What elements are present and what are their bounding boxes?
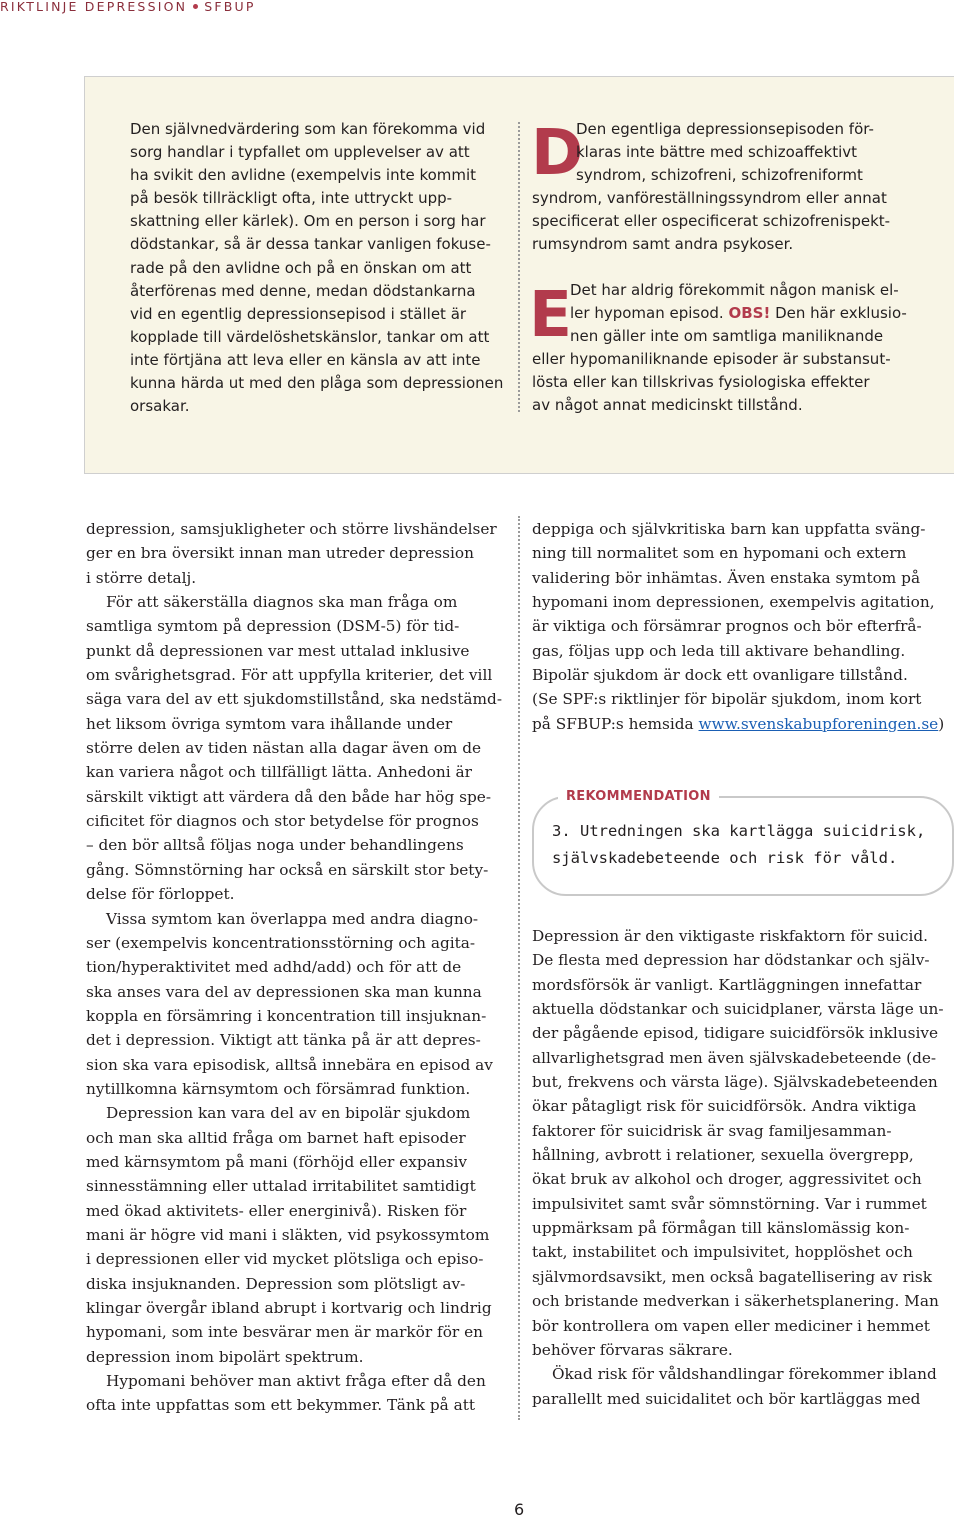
- text-line: skattning eller kärlek). Om en person i sorg har: [130, 212, 486, 231]
- text-line: klingar övergår ibland abrupt i kortvarig och lindrig: [86, 1299, 492, 1317]
- text-line: nytillkomna kärnsymtom och försämrad funktion.: [86, 1079, 471, 1098]
- text-line: samtliga symtom på depression (DSM-5) för tid-: [86, 617, 460, 636]
- text-line: gas, följas upp och leda till aktivare behandling.: [532, 641, 906, 660]
- text-line: i depressionen eller vid mycket plötsliga och episo-: [86, 1250, 484, 1269]
- criterion-d-line: klaras inte bättre med schizoaffektivt: [576, 143, 858, 162]
- text-line: är viktiga och försämrar prognos och bör efterfrå-: [532, 617, 922, 636]
- text-line: depression, samsjukligheter och större livshändelser: [86, 520, 497, 538]
- text-line: Depression kan vara del av en bipolär sjukdom: [106, 1104, 471, 1123]
- text-line: ska anses vara del av depressionen ska man kunna: [86, 982, 482, 1001]
- text-line: aktuella dödstankar och suicidplaner, värsta läge un-: [532, 1000, 944, 1019]
- criterion-d-line: rumsyndrom samt andra psykoser.: [532, 235, 794, 254]
- text-line: impulsivitet samt svår sömnstörning. Var i rummet: [532, 1194, 927, 1213]
- text-line: depression inom bipolärt spektrum.: [86, 1347, 364, 1366]
- text-line: delse för förloppet.: [86, 885, 235, 904]
- text-line: och bristande medverkan i säkerhetsplanering. Man: [532, 1292, 939, 1311]
- text-line: särskilt viktigt att värdera då den både har hög spe-: [86, 787, 492, 806]
- text-line: der pågående episod, tidigare suicidförsök inklusive: [532, 1024, 939, 1043]
- text-line: det i depression. Viktigt att tänka på är att depres-: [86, 1031, 481, 1050]
- text-line: inte förtjäna att leva eller en känsla av att inte: [130, 350, 481, 369]
- text-line: – den bör alltså följas noga under behandlingens: [86, 836, 464, 855]
- text-line: takt, instabilitet och impulsivitet, hopplöshet och: [532, 1243, 913, 1262]
- text-line: diska insjuknanden. Depression som plötsligt av-: [86, 1274, 466, 1293]
- text-line: ha svikit den avlidne (exempelvis inte kommit: [130, 166, 477, 185]
- text-line: cificitet för diagnos och stor betydelse för prognos: [86, 812, 479, 831]
- criterion-e-line: eller hypomaniliknande episoder är substansut-: [532, 350, 891, 369]
- obs-label: OBS!: [728, 304, 771, 323]
- recommendation-line: självskadebeteende och risk för våld.: [552, 849, 898, 867]
- recommendation-title: REKOMMENDATION: [558, 787, 719, 807]
- text-line: på besök tillräckligt ofta, inte uttryckt upp-: [130, 189, 453, 208]
- text-line: i större detalj.: [86, 568, 197, 587]
- text-line: Hypomani behöver man aktivt fråga efter då den: [106, 1372, 486, 1391]
- text-line: om svårighetsgrad. För att uppfylla kriterier, det vill: [86, 666, 493, 685]
- text-line: med ökad aktivitets- eller energinivå). Risken för: [86, 1201, 467, 1220]
- criterion-d-line: specificerat eller ospecificerat schizofrenispekt-: [532, 212, 891, 231]
- criterion-e-text-after: Den här exklusio-: [770, 304, 907, 323]
- text-line: Den självnedvärdering som kan förekomma vid: [130, 120, 486, 138]
- header-title: RIKTLINJE DEPRESSION: [0, 0, 188, 14]
- text-line: rade på den avlidne och på en önskan om att: [130, 258, 472, 277]
- criterion-e-line: av något annat medicinskt tillstånd.: [532, 396, 803, 415]
- running-header: [0, 0, 256, 14]
- text-line: hypomani, som inte besvärar men är markör för en: [86, 1323, 483, 1342]
- text-line: med kärnsymtom på mani (förhöjd eller expansiv: [86, 1152, 467, 1171]
- text-line: För att säkerställa diagnos ska man fråga om: [106, 593, 458, 612]
- text-line: (Se SPF:s riktlinjer för bipolär sjukdom, inom kort: [532, 690, 922, 709]
- text-line: hållning, avbrott i relationer, sexuella övergrepp,: [532, 1146, 914, 1165]
- criterion-e-line: Det har aldrig förekommit någon manisk el-: [570, 281, 899, 299]
- criterion-e-text: [532, 279, 932, 418]
- column-divider: [518, 516, 520, 1420]
- text-line: faktorer för suicidrisk är svag familjesamman-: [532, 1121, 892, 1140]
- text-line: behöver förvaras säkrare.: [532, 1340, 733, 1359]
- text-line: dödstankar, så är dessa tankar vanligen fokuse-: [130, 235, 491, 254]
- dropcap-d: D: [531, 116, 584, 189]
- text-line: De flesta med depression har dödstankar och själv-: [532, 951, 930, 970]
- text-line: uppmärksam på förmågan till känslomässig kon-: [532, 1219, 910, 1238]
- page-number: 6: [514, 1500, 525, 1519]
- dropcap-e: E: [529, 278, 573, 351]
- text-line: säga vara del av ett sjukdomstillstånd, ska nedstämd-: [86, 690, 502, 709]
- text-line: [532, 712, 956, 736]
- text-line: but, frekvens och värsta läge). Självskadebeteenden: [532, 1073, 938, 1092]
- website-link[interactable]: www.svenskabupforeningen.se: [698, 714, 939, 733]
- link-prefix: på SFBUP:s hemsida: [532, 714, 699, 733]
- criterion-e-line: lösta eller kan tillskrivas fysiologiska effekter: [532, 373, 870, 392]
- criterion-e-line: [532, 302, 932, 325]
- text-line: hypomani inom depressionen, exempelvis agitation,: [532, 593, 935, 612]
- recommendation-text: [552, 818, 942, 872]
- text-line: mordsförsök är vanligt. Kartläggningen innefattar: [532, 975, 922, 994]
- text-line: ökar påtagligt risk för suicidförsök. Andra viktiga: [532, 1097, 917, 1116]
- text-line: ökat bruk av alkohol och droger, aggressivitet och: [532, 1170, 922, 1189]
- criterion-d-text: [532, 118, 932, 257]
- criterion-e-text-before: ler hypoman episod.: [570, 304, 729, 323]
- link-suffix: ): [938, 714, 945, 733]
- criterion-d-line: Den egentliga depressionsepisoden för-: [576, 120, 874, 138]
- text-line: validering bör inhämtas. Även enstaka symtom på: [532, 568, 921, 587]
- criterion-e-line: nen gäller inte om samtliga maniliknande: [570, 327, 884, 346]
- text-line: kopplade till värdelöshetskänslor, tankar om att: [130, 327, 490, 346]
- text-line: deppiga och självkritiska barn kan uppfatta sväng-: [532, 520, 926, 538]
- text-line: punkt då depressionen var mest uttalad inklusive: [86, 641, 470, 660]
- header-org: SFBUP: [204, 0, 256, 14]
- text-line: ser (exempelvis koncentrationsstörning och agita-: [86, 933, 476, 952]
- text-line: Ökad risk för våldshandlingar förekommer ibland: [552, 1365, 937, 1384]
- text-line: Vissa symtom kan överlappa med andra diagno-: [106, 909, 479, 928]
- text-line: ger en bra översikt innan man utreder depression: [86, 544, 474, 563]
- text-line: parallellt med suicidalitet och bör kartläggas med: [532, 1389, 921, 1408]
- text-line: Depression är den viktigaste riskfaktorn för suicid.: [532, 927, 929, 945]
- text-line: kunna härda ut med den plåga som depressionen: [130, 374, 504, 393]
- right-column-top: [532, 517, 956, 736]
- text-line: koppla en försämring i koncentration till insjuknan-: [86, 1006, 487, 1025]
- left-column: [86, 517, 510, 1418]
- text-line: ofta inte uppfattas som ett bekymmer. Tänk på att: [86, 1396, 476, 1415]
- text-line: allvarlighetsgrad men även självskadebeteende (de-: [532, 1048, 937, 1067]
- box-left-text: [130, 118, 512, 418]
- text-line: mani är högre vid mani i släkten, vid psykossymtom: [86, 1225, 490, 1244]
- criterion-d-line: syndrom, schizofreni, schizofreniformt: [576, 166, 863, 185]
- text-line: sorg handlar i typfallet om upplevelser av att: [130, 143, 470, 162]
- text-line: och man ska alltid fråga om barnet haft episoder: [86, 1128, 466, 1147]
- text-line: Bipolär sjukdom är dock ett ovanligare tillstånd.: [532, 666, 908, 685]
- bullet-dot-icon: [193, 4, 198, 9]
- text-line: orsakar.: [130, 397, 190, 416]
- text-line: tion/hyperaktivitet med adhd/add) och för att de: [86, 958, 462, 977]
- text-line: större delen av tiden nästan alla dagar även om de: [86, 739, 482, 758]
- right-column-bottom: [532, 924, 956, 1411]
- criterion-d-line: syndrom, vanföreställningssyndrom eller annat: [532, 189, 887, 208]
- text-line: bör kontrollera om vapen eller mediciner i hemmet: [532, 1316, 930, 1335]
- text-line: ning till normalitet som en hypomani och extern: [532, 544, 907, 563]
- text-line: gång. Sömnstörning har också en särskilt stor bety-: [86, 860, 489, 879]
- box-divider: [518, 122, 520, 412]
- recommendation-line: 3. Utredningen ska kartlägga suicidrisk,: [552, 822, 926, 840]
- text-line: kan variera något och tillfälligt lätta. Anhedoni är: [86, 763, 472, 782]
- text-line: sion ska vara episodisk, alltså innebära en episod av: [86, 1055, 493, 1074]
- text-line: het liksom övriga symtom vara ihållande under: [86, 714, 453, 733]
- text-line: återförenas med denne, medan dödstankarna: [130, 281, 476, 300]
- text-line: självmordsavsikt, men också bagatellisering av risk: [532, 1267, 932, 1286]
- text-line: sinnesstämning eller uttalad irritabilitet samtidigt: [86, 1177, 476, 1196]
- text-line: vid en egentlig depressionsepisod i stället är: [130, 304, 467, 323]
